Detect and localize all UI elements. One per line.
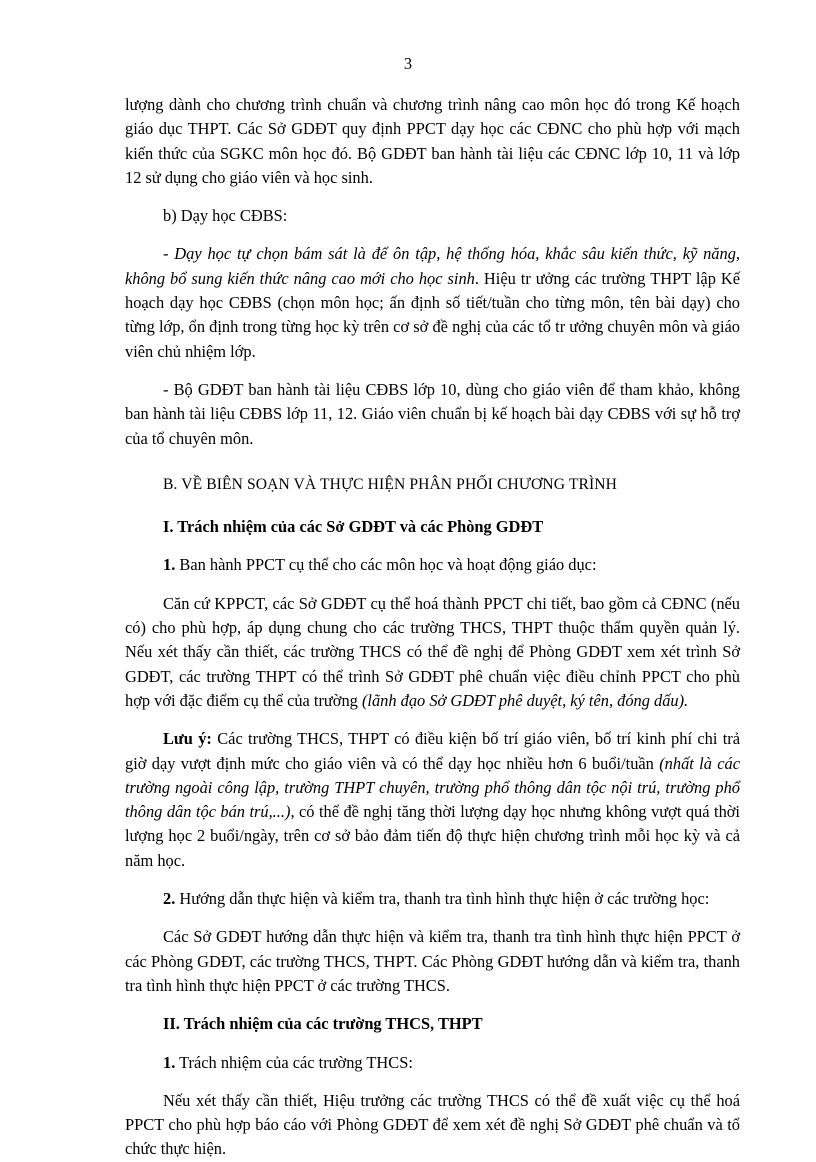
paragraph: Các Sở GDĐT hướng dẫn thực hiện và kiểm tra, thanh tra tình hình thực hiện PPCT ở các Phòng GDĐT, các trường THCS, THPT. Các Phòng GDĐT hướng dẫn và kiểm tra, thanh tra tình hình thực hiện PPCT ở các trường THCS. — [125, 927, 740, 995]
item-heading — [125, 553, 740, 577]
note-label: Lưu ý: — [163, 729, 212, 749]
italic-text: (nhất là các trường ngoài công lập, trường THPT chuyên, trường phổ thông dân tộc nội trú, trường phổ thông dân tộc bán trú,...) — [125, 753, 740, 822]
item-heading — [125, 887, 740, 911]
italic-text: - Dạy học tự chọn bám sát là để ôn tập, hệ thống hóa, khắc sâu kiến thức, kỹ năng, không bổ sung kiến thức nâng cao mới cho học sinh — [125, 244, 740, 288]
paragraph: lượng dành cho chương trình chuẩn và chương trình nâng cao môn học đó trong Kế hoạch giáo dục THPT. Các Sở GDĐT quy định PPCT dạy học các CĐNC cho phù hợp với mạch kiến thức của SGKC môn học đó. Bộ GDĐT ban hành tài liệu các CĐNC lớp 10, 11 và lớp 12 sử dụng cho giáo viên và học sinh. — [125, 95, 740, 187]
paragraph: - Bộ GDĐT ban hành tài liệu CĐBS lớp 10, dùng cho giáo viên để tham khảo, không ban hành tài liệu CĐBS lớp 11, 12. Giáo viên chuẩn bị kế hoạch bài dạy CĐBS với sự hỗ trợ của tổ chuyên môn. — [125, 379, 740, 448]
note-paragraph — [125, 727, 740, 873]
section-heading-b: B. VỀ BIÊN SOẠN VÀ THỰC HIỆN PHÂN PHỐI CHƯƠNG TRÌNH — [163, 475, 617, 493]
paragraph: Nếu xét thấy cần thiết, Hiệu trưởng các trường THCS có thể đề xuất việc cụ thể hoá PPCT cho phù hợp báo cáo với Phòng GDĐT để xem xét đề nghị Sở GDĐT phê chuẩn và tổ chức thực hiện. — [125, 1090, 740, 1159]
paragraph — [125, 242, 740, 363]
item-number: 2. — [163, 889, 176, 909]
page-number: 3 — [403, 54, 413, 73]
text: Các trường THCS, THPT có điều kiện bố trí giáo viên, bố trí kinh phí chi trả giờ dạy vượt định mức cho giáo viên và có thể dạy học nhiều hơn 6 buổi/tuần — [125, 729, 740, 773]
italic-text: (lãnh đạo Sở GDĐT phê duyệt, ký tên, đóng dấu). — [361, 690, 689, 710]
paragraph — [125, 592, 740, 713]
item-text: Ban hành PPCT cụ thể cho các môn học và hoạt động giáo dục: — [175, 555, 597, 575]
heading-i: I. Trách nhiệm của các Sở GDĐT và các Phòng GDĐT — [163, 517, 544, 537]
item-text: Trách nhiệm của các trường THCS: — [175, 1052, 413, 1072]
item-heading — [125, 1051, 740, 1075]
heading-ii: II. Trách nhiệm của các trường THCS, THPT — [163, 1014, 483, 1034]
item-number: 1. — [163, 1052, 176, 1072]
text: . Hiệu tr ưởng các trường THPT lập Kế hoạch dạy học CĐBS (chọn môn học; ấn định số tiết/tuần cho từng môn, tên bài dạy) cho từng lớp, ổn định trong từng học kỳ trên cơ sở đề nghị của các tổ tr ưởng chuyên môn và giáo viên chủ nhiệm lớp. — [125, 268, 740, 361]
subheading-cdbs: b) Dạy học CĐBS: — [163, 206, 288, 226]
item-text: Hướng dẫn thực hiện và kiểm tra, thanh tra tình hình thực hiện ở các trường học: — [175, 889, 710, 909]
item-number: 1. — [163, 555, 176, 575]
text: Căn cứ KPPCT, các Sở GDĐT cụ thể hoá thành PPCT chi tiết, bao gồm cả CĐNC (nếu có) cho phù hợp, áp dụng chung cho các trường THCS, THPT thuộc thẩm quyền quản lý. Nếu xét thấy cần thiết, các trường THCS có thể đề nghị để Phòng GDĐT xem xét trình Sở GDĐT, các trường THPT có thể trình Sở GDĐT phê chuẩn việc điều chỉnh PPCT cho phù hợp với đặc điểm cụ thể của trường — [125, 593, 740, 710]
text: , có thể đề nghị tăng thời lượng dạy học nhưng không vượt quá thời lượng học 2 buổi/ngày, trên cơ sở bảo đảm tiến độ thực hiện chương trình mỗi học kỳ và cả năm học. — [125, 802, 740, 870]
document-body — [125, 93, 740, 1162]
